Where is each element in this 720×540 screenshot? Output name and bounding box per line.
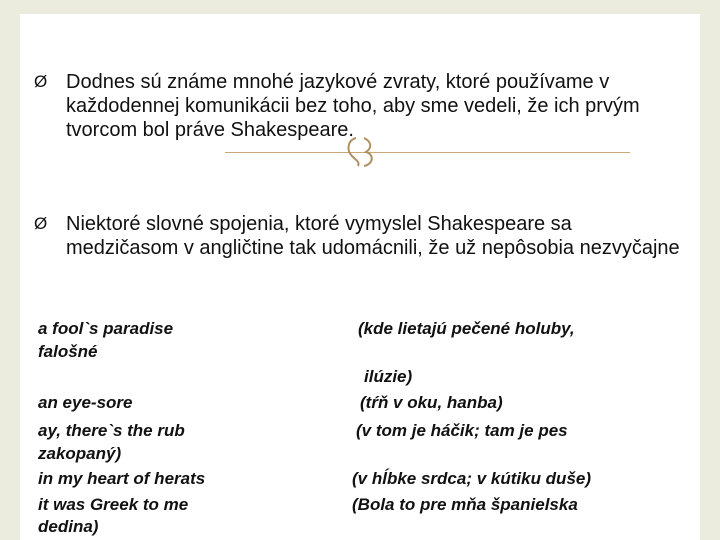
decorative-divider [225, 152, 630, 153]
right-item: (tŕň v oku, hanba) [360, 393, 503, 412]
decorative-scroll-icon [342, 134, 384, 170]
right-item: (v hĺbke srdca; v kútiku duše) [352, 469, 592, 488]
left-item: it was Greek to me [38, 495, 189, 514]
bullet-1-text: Dodnes sú známe mnohé jazykové zvraty, ktoré používame v každodennej komunikácii bez toho, aby sme vedeli, že ich prvým tvorcom bol práve Shakespeare. [66, 71, 640, 141]
left-item: a fool`s paradise [38, 319, 174, 338]
left-item: in my heart of herats [38, 469, 206, 488]
arrow-bullet-icon: Ø [34, 72, 48, 91]
bullet-2-text: Niektoré slovné spojenia, ktoré vymyslel Shakespeare sa medzičasom v angličtine tak udomácnili, že už nepôsobia nezvyčajne [66, 213, 680, 259]
left-item: an eye-sore [38, 393, 133, 412]
arrow-bullet-icon: Ø [34, 214, 48, 233]
left-item: ay, there`s the rub [38, 421, 185, 440]
right-item: ilúzie) [364, 367, 413, 386]
right-item: (Bola to pre mňa španielska [352, 495, 578, 514]
left-item: dedina) [38, 517, 99, 536]
left-item: zakopaný) [38, 444, 122, 463]
right-item: (v tom je háčik; tam je pes [356, 421, 568, 440]
right-item: (kde lietajú pečené holuby, [358, 319, 575, 338]
left-item: falošné [38, 342, 98, 361]
